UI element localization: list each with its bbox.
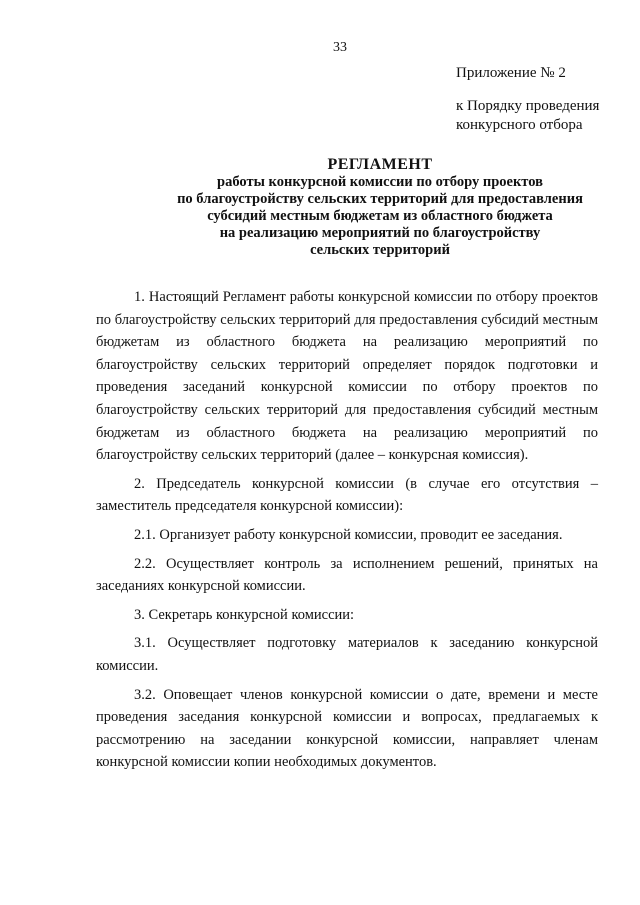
paragraph-2-1: 2.1. Организует работу конкурсной комиссии, проводит ее заседания. [134, 526, 563, 543]
appendix-title: Приложение № 2 [456, 65, 566, 81]
document-heading: РЕГЛАМЕНТ [327, 156, 433, 173]
appendix-reference-line1: к Порядку проведения [456, 98, 600, 114]
title-line: по благоустройству сельских территорий для предоставления [177, 191, 583, 207]
title-line: субсидий местным бюджетам из областного бюджета [207, 208, 553, 224]
title-line: работы конкурсной комиссии по отбору проектов [217, 174, 543, 190]
appendix-reference-line2: конкурсного отбора [456, 117, 583, 133]
paragraph-3-2: 3.2. Оповещает членов конкурсной комиссии о дате, времени и месте проведения заседания конкурсной комиссии и вопросах, предлагаемых к рассмотрению на заседании конкурсной комиссии, направляет членам конкурсной комиссии копии необходимых документов. [96, 686, 598, 771]
paragraph-3-1: 3.1. Осуществляет подготовку материалов к заседанию конкурсной комиссии. [96, 635, 598, 674]
paragraph-2-2: 2.2. Осуществляет контроль за исполнением решений, принятых на заседаниях конкурсной комиссии. [96, 555, 598, 595]
page-number: 33 [333, 40, 347, 55]
title-line: сельских территорий [310, 242, 450, 258]
document-title-block [80, 156, 640, 259]
document-body [96, 286, 598, 774]
paragraph-3: 3. Секретарь конкурсной комиссии: [134, 606, 355, 623]
appendix-reference [456, 97, 599, 135]
paragraph-1: 1. Настоящий Регламент работы конкурсной комиссии по отбору проектов по благоустройству сельских территорий для предоставления субсидий местным бюджетам из областного бюджета на реализацию мероприятий по благоустройству сельских территорий определяет порядок подготовки и проведения заседаний конкурсной комиссии по отбору проектов по благоустройству сельских территорий для предоставления субсидий местным бюджетам из областного бюджета на реализацию мероприятий по благоустройству сельских территорий (далее – конкурсная комиссия). [96, 289, 598, 464]
title-line: на реализацию мероприятий по благоустройству [219, 225, 541, 241]
paragraph-2: 2. Председатель конкурсной комиссии (в случае его отсутствия – заместитель председателя конкурсной комиссии): [96, 475, 598, 515]
